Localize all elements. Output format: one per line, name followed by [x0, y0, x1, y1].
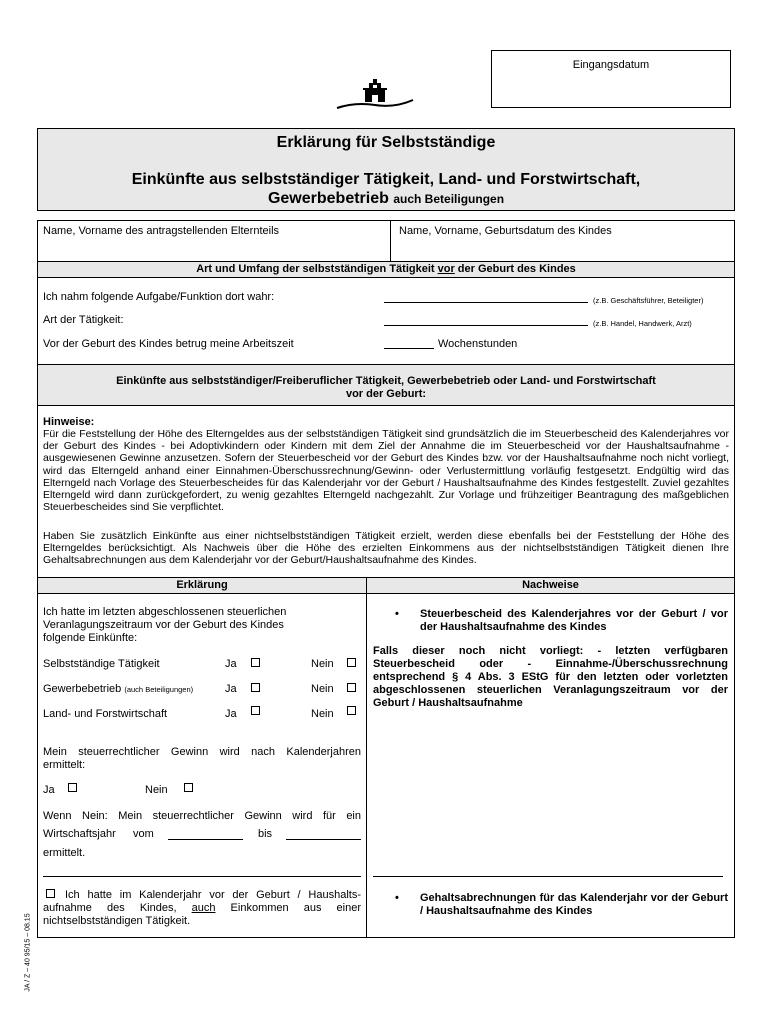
nichtselbststaendig-text-u: auch [191, 902, 216, 914]
right-separator [373, 876, 723, 877]
heading-post: der Geburt des Kindes [454, 263, 576, 275]
eingangsdatum-label: Eingangsdatum [572, 59, 650, 71]
gewinn-nein-label: Nein [145, 784, 168, 796]
hinweise-paragraph-2: Haben Sie zusätzlich Einkünfte aus einer nichtselbstständigen Tätigkeit erzielt, werden diese ebenfalls bei der Feststellung der Höhe des Elterngeldes berücksichtigt. Als Nachweis über die Höhe des erzielten Einkommens aus der nichtselbstständigen Tätigkeit dienen Ihre Gehaltsabrechnungen aus dem Kalenderjahr vor der Geburt/Haushaltsaufnahme des Kindes. [43, 530, 729, 567]
art-hint: (z.B. Handel, Handwerk, Arzt) [593, 319, 692, 328]
vom-label: vom [133, 828, 154, 840]
art-field[interactable] [384, 325, 588, 326]
row-selbststaendig-label: Selbstständige Tätigkeit [43, 658, 160, 670]
arbeitszeit-field[interactable] [384, 348, 434, 349]
form-subtitle-line1: Einkünfte aus selbstständiger Tätigkeit, Land- und Forstwirtschaft, [131, 171, 641, 188]
form-code: JA / Z – 40 95/15 – 08.15 [24, 913, 32, 992]
bis-field[interactable] [286, 839, 361, 840]
section-einkuenfte [37, 364, 735, 578]
nachweis-bullet-2: • [395, 892, 399, 904]
row-gewerbe-label [43, 683, 193, 696]
row-selbststaendig-ja-label: Ja [225, 658, 237, 670]
heading-pre: Art und Umfang der selbstständigen Tätigkeit [196, 263, 438, 275]
parent-name-field[interactable] [40, 239, 386, 259]
section-art-umfang [37, 261, 735, 365]
hamburg-castle-logo [335, 76, 415, 116]
row-landforst-ja-checkbox[interactable] [251, 706, 260, 715]
gewinn-ja-checkbox[interactable] [68, 783, 77, 792]
row-selbststaendig-nein-label: Nein [311, 658, 334, 670]
child-name-label: Name, Vorname, Geburtsdatum des Kindes [399, 225, 612, 237]
falls-text: Falls dieser noch nicht vorliegt: - letzten verfügbaren Steuerbescheid oder - Einnahme-/Überschussrechnung entsprechend § 4 Abs. 3 EStG für den letzten oder vorletzten abgeschlossenen steuerlichen Veranlagungszeitraum vor der Geburt / Haushaltsaufnahme [373, 645, 728, 709]
aufgabe-field[interactable] [384, 302, 588, 303]
nachweis-1-text: Steuerbescheid des Kalenderjahres vor der Geburt / vor der Haushaltsaufnahme des Kindes [420, 608, 728, 633]
row-landforst-nein-label: Nein [311, 708, 334, 720]
form-title: Erklärung für Selbstständige [276, 134, 496, 151]
einkuenfte-intro: Ich hatte im letzten abgeschlossenen steuerlichen Veranlagungszeitraum vor der Geburt des Kindes folgende Einkünfte: [43, 606, 287, 644]
row-gewerbe-label-sub: (auch Beteiligungen) [124, 685, 194, 694]
gewinn-text: Mein steuerrechtlicher Gewinn wird nach Kalenderjahren ermittelt: [43, 746, 361, 771]
declaration-table [37, 577, 735, 938]
row-selbststaendig-nein-checkbox[interactable] [347, 658, 356, 667]
vom-field[interactable] [168, 839, 243, 840]
col-erklaerung: Erklärung [176, 579, 228, 591]
left-separator [43, 876, 361, 877]
bis-label: bis [258, 828, 273, 840]
row-gewerbe-ja-label: Ja [225, 683, 237, 695]
gewerbebetrieb-text: Gewerbebetrieb [267, 190, 389, 207]
names-row [37, 220, 735, 262]
section-art-umfang-heading [38, 263, 734, 276]
gewinn-ja-label: Ja [43, 784, 55, 796]
beteiligungen-text: auch Beteiligungen [393, 192, 505, 206]
ermittelt-label: ermittelt. [43, 847, 86, 859]
form-subtitle-line2 [38, 190, 734, 208]
names-divider [390, 221, 391, 261]
nichtselbststaendig-text-post: Einkommen aus einer nichtselbstständigen Tätigkeit. [43, 902, 361, 927]
gewinn-nein-checkbox[interactable] [184, 783, 193, 792]
row-gewerbe-label-main: Gewerbebetrieb [43, 683, 122, 695]
nachweis-2-text: Gehaltsabrechnungen für das Kalenderjahr vor der Geburt / Haushaltsaufnahme des Kindes [420, 892, 728, 917]
eingangsdatum-box[interactable] [491, 50, 731, 108]
title-box [37, 128, 735, 211]
row-landforst-nein-checkbox[interactable] [347, 706, 356, 715]
aufgabe-hint: (z.B. Geschäftsführer, Beteiligter) [593, 296, 704, 305]
row-gewerbe-nein-label: Nein [311, 683, 334, 695]
aufgabe-label: Ich nahm folgende Aufgabe/Funktion dort wahr: [43, 291, 275, 303]
nichtselbststaendig-text [43, 889, 361, 928]
arbeitszeit-label: Vor der Geburt des Kindes betrug meine Arbeitszeit [43, 338, 294, 350]
wirtschaftsjahr-label: Wirtschaftsjahr [43, 828, 116, 840]
hinweise-title: Hinweise: [43, 416, 95, 428]
nachweis-bullet-1: • [395, 608, 399, 620]
heading-underlined: vor [437, 263, 455, 275]
hinweise-paragraph-1: Für die Feststellung der Höhe des Elterngeldes aus der selbstständigen Tätigkeit sind grundsätzlich die im Steuerbescheid des Kalenderjahres vor der Geburt des Kindes - bei Adoptivkindern oder Kindern mit dem Ziel der Annahme die im Steuerbescheid vor der Haushaltsaufnahme - ausgewiesenen Gewinne anzusetzen. Sofern der Steuerbescheid vor der Geburt des Kindes bzw. vor der Haushaltsaufnahme noch nicht vorliegt, wird das Elterngeld anhand einer Einnahmen-Überschussrechnung/Gewinn- oder Verlustermittlung vorläufig festgesetzt. Endgültig wird das Elterngeld nach Vorlage des Steuerbescheides für das Kalenderjahr vor der Geburt / Haushaltsaufnahme des Kindes festgestellt. Zuviel gezahltes Elterngeld wird dann zurückgefordert, zu wenig gezahltes Elterngeld nachgezahlt. Zur Vorlage und frühzeitiger Beantragung des maßgeblichen Steuerbescheides sind Sie verpflichtet. [43, 428, 729, 514]
table-col-divider [366, 578, 367, 937]
parent-name-label: Name, Vorname des antragstellenden Elternteils [43, 225, 280, 237]
art-label: Art der Tätigkeit: [43, 314, 124, 326]
row-landforst-label: Land- und Forstwirtschaft [43, 708, 168, 720]
wenn-nein-text: Wenn Nein: Mein steuerrechtlicher Gewinn wird für ein [43, 810, 361, 822]
row-gewerbe-nein-checkbox[interactable] [347, 683, 356, 692]
section-einkuenfte-heading-1: Einkünfte aus selbstständiger/Freiberuflicher Tätigkeit, Gewerbebetrieb oder Land- und Forstwirtschaft [116, 375, 656, 387]
row-gewerbe-ja-checkbox[interactable] [251, 683, 260, 692]
col-nachweise: Nachweise [522, 579, 579, 591]
row-landforst-ja-label: Ja [225, 708, 237, 720]
section-einkuenfte-heading-2: vor der Geburt: [345, 388, 427, 400]
child-name-field[interactable] [394, 239, 732, 259]
arbeitszeit-unit: Wochenstunden [438, 338, 518, 350]
nichtselbststaendig-text-pre: Ich hatte im Kalenderjahr vor der Geburt / Haushalts-aufnahme des Kindes, [43, 889, 361, 914]
row-selbststaendig-ja-checkbox[interactable] [251, 658, 260, 667]
